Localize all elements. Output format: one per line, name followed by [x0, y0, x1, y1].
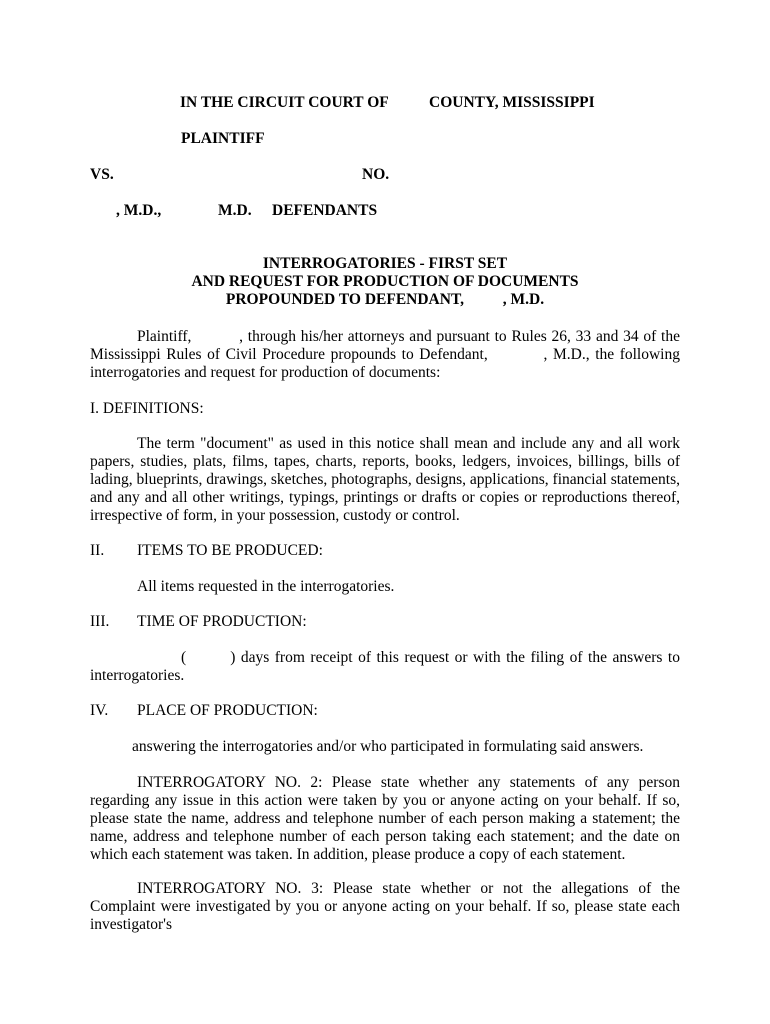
court-heading-right: COUNTY, MISSISSIPPI	[429, 94, 595, 111]
time-section-number: III.	[90, 613, 110, 630]
place-section-number: IV.	[90, 702, 109, 719]
items-text: All items requested in the interrogatories.	[137, 578, 395, 595]
court-heading-left: IN THE CIRCUIT COURT OF	[180, 94, 389, 111]
intro-line-1: Plaintiff, , through his/her attorneys and pursuant to Rules 26, 33 and 34 of the	[137, 328, 680, 345]
defendant-md-2: M.D.	[218, 202, 252, 219]
case-number-label: NO.	[362, 166, 390, 183]
intro-line-3: interrogatories and request for production of documents:	[90, 364, 441, 381]
items-section-number: II.	[90, 542, 105, 559]
time-text-line-1: ( ) days from receipt of this request or with the filing of the answers to	[181, 649, 680, 666]
time-text-line-2: interrogatories.	[90, 667, 185, 684]
interrogatory-2: INTERROGATORY NO. 2: Please state whether any statements of any person regarding any issue in this action were taken by you or anyone acting on your behalf. If so, please state the name, address and telephone number of each person making a statement; the name, address and telephone number of each person taking each statement; and the date on which each statement was taken. In addition, please produce a copy of each statement.	[90, 774, 680, 863]
place-heading: PLACE OF PRODUCTION:	[137, 702, 318, 719]
answering-text: answering the interrogatories and/or who participated in formulating said answers.	[132, 738, 644, 755]
plaintiff-label: PLAINTIFF	[181, 130, 265, 147]
time-heading: TIME OF PRODUCTION:	[137, 613, 307, 630]
definitions-heading: I. DEFINITIONS:	[90, 400, 204, 417]
intro-line-2: Mississippi Rules of Civil Procedure propounds to Defendant, , M.D., the following	[90, 346, 680, 363]
title-line-3: PROPOUNDED TO DEFENDANT, , M.D.	[225, 291, 545, 308]
defendants-label: DEFENDANTS	[272, 202, 378, 219]
title-line-2: AND REQUEST FOR PRODUCTION OF DOCUMENTS	[191, 273, 579, 290]
vs-label: VS.	[90, 166, 114, 183]
interrogatory-3: INTERROGATORY NO. 3: Please state whether or not the allegations of the Complaint were investigated by you or anyone acting on your behalf. If so, please state each investigator's	[90, 880, 680, 933]
items-heading: ITEMS TO BE PRODUCED:	[137, 542, 323, 559]
definitions-paragraph: The term "document" as used in this notice shall mean and include any and all work papers, studies, plats, films, tapes, charts, reports, books, ledgers, invoices, billings, bills of lading, blueprints, drawings, sketches, photographs, designs, applications, financial statements, and any and all other writings, typings, printings or drafts or copies or reproductions thereof, irrespective of form, in your possession, custody or control.	[90, 435, 680, 524]
title-line-1: INTERROGATORIES - FIRST SET	[262, 255, 508, 272]
defendant-md-1: , M.D.,	[116, 202, 162, 219]
